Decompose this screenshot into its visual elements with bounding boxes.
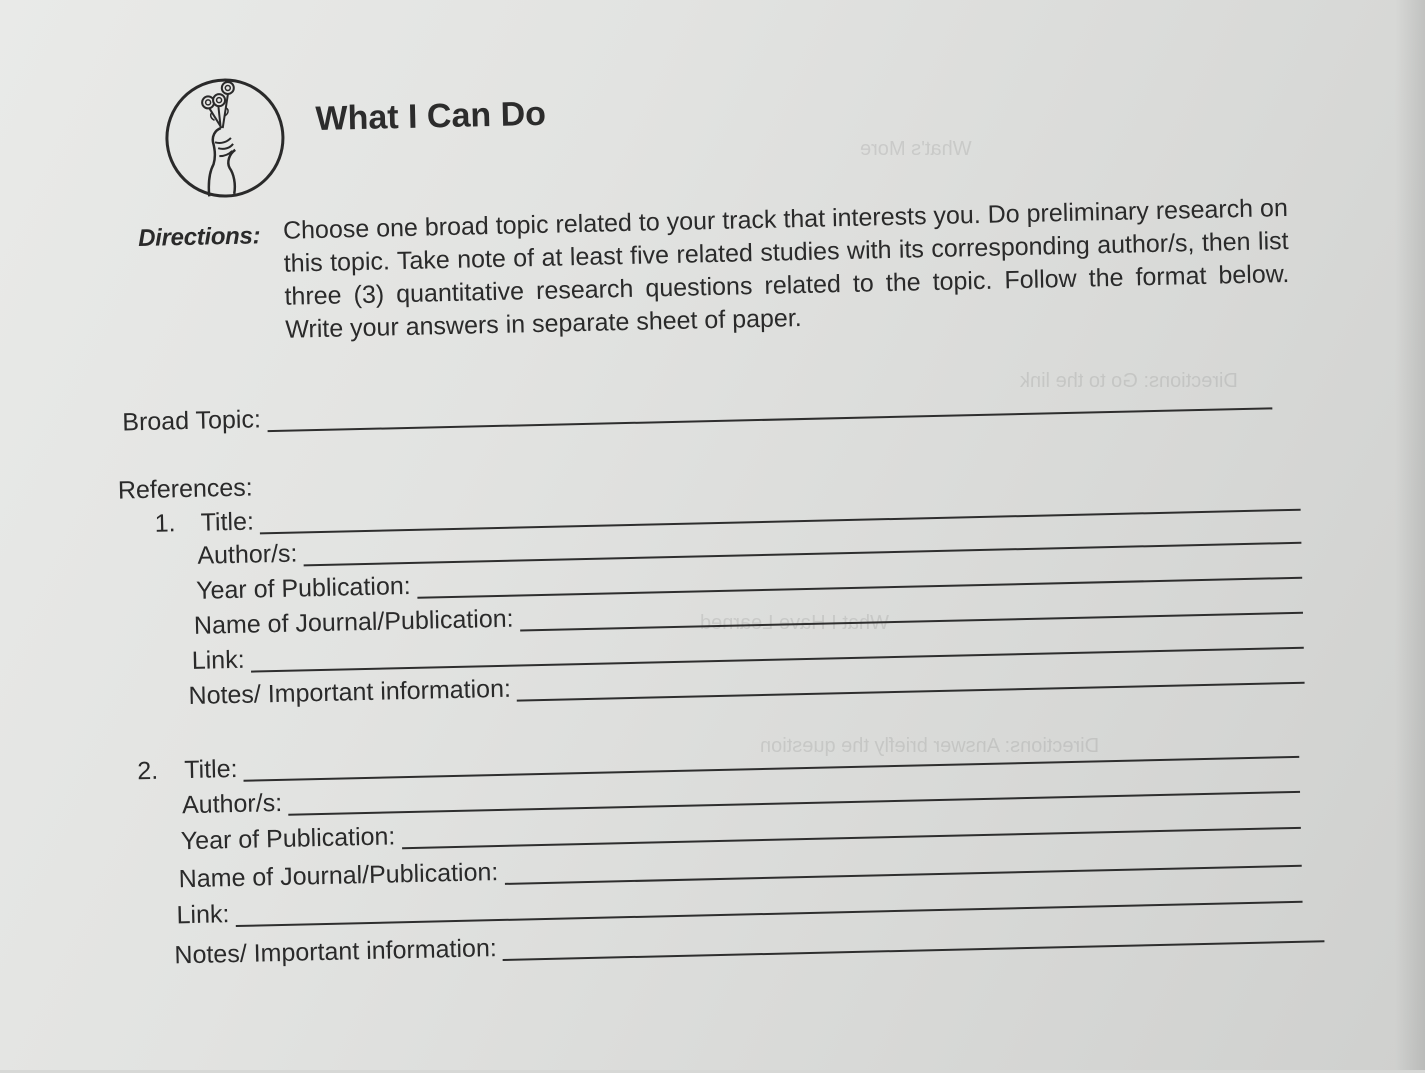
year-label: Year of Publication: [180, 822, 396, 856]
directions-label: Directions: [137, 222, 261, 253]
notes-blank[interactable] [503, 920, 1325, 961]
notes-label: Notes/ Important information: [188, 674, 512, 711]
bleed-through-text: Directions: Go to the link [1020, 370, 1238, 392]
author-label: Author/s: [197, 539, 298, 570]
directions-text: Choose one broad topic related to your track that interests you. Do preliminary research on this topic. Take note of at least five related studies with its corresponding author/s, then list three (3) quantitative research questions related to the topic. Follow the format below. Write your answers in separate sheet of paper. [282, 193, 1290, 344]
year-label: Year of Publication: [195, 571, 411, 605]
reference-number: 2. [136, 756, 159, 786]
link-label: Link: [176, 900, 230, 930]
title-label: Title: [183, 754, 238, 785]
notes-label: Notes/ Important information: [174, 934, 498, 970]
broad-topic-field[interactable] [122, 382, 1272, 437]
hand-holding-flowers-icon [162, 75, 290, 203]
title-label: Title: [200, 507, 255, 537]
directions-block [138, 192, 1291, 350]
bleed-through-text: What I Have Learned [700, 612, 889, 634]
notes-blank[interactable] [517, 662, 1305, 702]
journal-label: Name of Journal/Publication: [193, 604, 514, 640]
broad-topic-label: Broad Topic: [122, 405, 262, 437]
bleed-through-text: What's More [860, 138, 972, 160]
bleed-through-text: Directions: Answer briefly the question [760, 735, 1100, 757]
broad-topic-blank[interactable] [267, 387, 1273, 432]
author-label: Author/s: [181, 788, 283, 820]
reference-number: 1. [154, 509, 176, 538]
section-title: What I Can Do [315, 94, 547, 138]
journal-label: Name of Journal/Publication: [178, 858, 499, 894]
link-label: Link: [191, 645, 245, 675]
references-heading: References: [117, 473, 253, 505]
